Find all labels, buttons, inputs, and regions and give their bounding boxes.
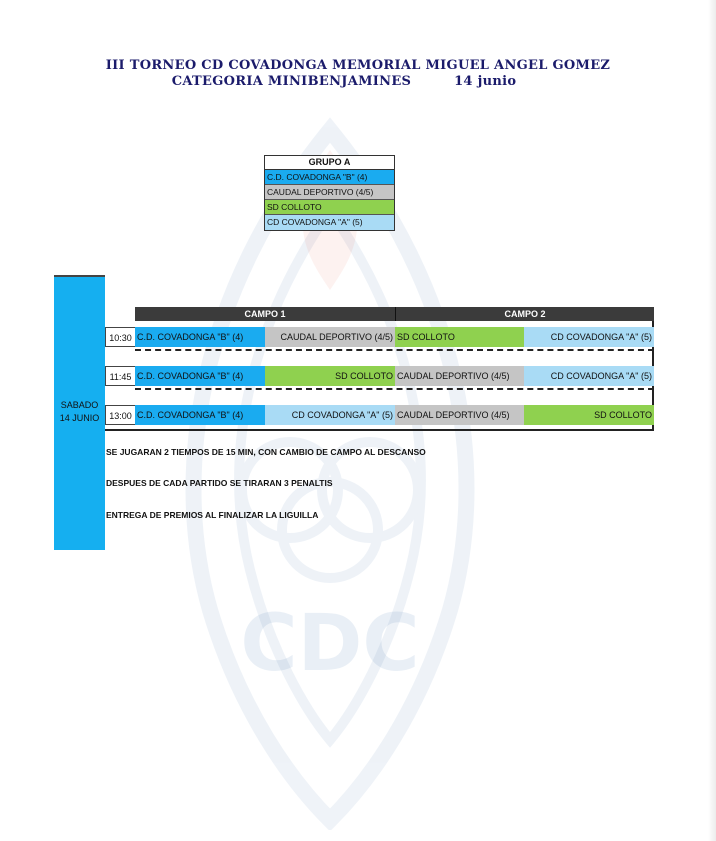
match-team-cell: C.D. COVADONGA "B" (4) [135, 366, 265, 386]
day-label [54, 399, 105, 425]
row-separator [135, 388, 654, 390]
group-a-header: GRUPO A [265, 156, 394, 170]
match-team-cell: C.D. COVADONGA "B" (4) [135, 405, 265, 425]
category-title [0, 74, 702, 89]
category-label: CATEGORIA MINIBENJAMINES [171, 74, 412, 89]
group-team-row: SD COLLOTO [265, 200, 394, 215]
match-team-cell: CAUDAL DEPORTIVO (4/5) [395, 405, 524, 425]
watermark-text: CDC [240, 599, 420, 689]
match-time: 10:30 [105, 327, 135, 347]
group-a-table [264, 155, 395, 231]
rule-note: DESPUES DE CADA PARTIDO SE TIRARAN 3 PENALTIS [106, 478, 333, 488]
match-time: 11:45 [105, 366, 135, 386]
match-team-cell: CD COVADONGA "A" (5) [524, 327, 654, 347]
match-time: 13:00 [105, 405, 135, 425]
tournament-title: III TORNEO CD COVADONGA MEMORIAL MIGUEL ANGEL GOMEZ [105, 58, 611, 73]
page-edge [708, 0, 716, 841]
match-team-cell: C.D. COVADONGA "B" (4) [135, 327, 265, 347]
tournament-date: 14 junio [454, 74, 517, 89]
rule-note: SE JUGARAN 2 TIEMPOS DE 15 MIN, CON CAMBIO DE CAMPO AL DESCANSO [106, 447, 426, 457]
match-team-cell: SD COLLOTO [265, 366, 395, 386]
group-team-row: CD COVADONGA "A" (5) [265, 215, 394, 230]
match-team-cell: SD COLLOTO [395, 327, 524, 347]
group-team-row: CAUDAL DEPORTIVO (4/5) [265, 185, 394, 200]
row-separator [135, 349, 654, 351]
day-name: SABADO [60, 400, 99, 410]
campo-1-header: CAMPO 1 [135, 307, 395, 321]
rule-note: ENTREGA DE PREMIOS AL FINALIZAR LA LIGUILLA [106, 510, 319, 520]
match-team-cell: SD COLLOTO [524, 405, 654, 425]
match-team-cell: CD COVADONGA "A" (5) [265, 405, 395, 425]
match-team-cell: CAUDAL DEPORTIVO (4/5) [265, 327, 395, 347]
group-team-row: C.D. COVADONGA "B" (4) [265, 170, 394, 185]
match-team-cell: CD COVADONGA "A" (5) [524, 366, 654, 386]
match-team-cell: CAUDAL DEPORTIVO (4/5) [395, 366, 524, 386]
campo-2-header: CAMPO 2 [395, 307, 654, 321]
day-date: 14 JUNIO [59, 413, 100, 423]
